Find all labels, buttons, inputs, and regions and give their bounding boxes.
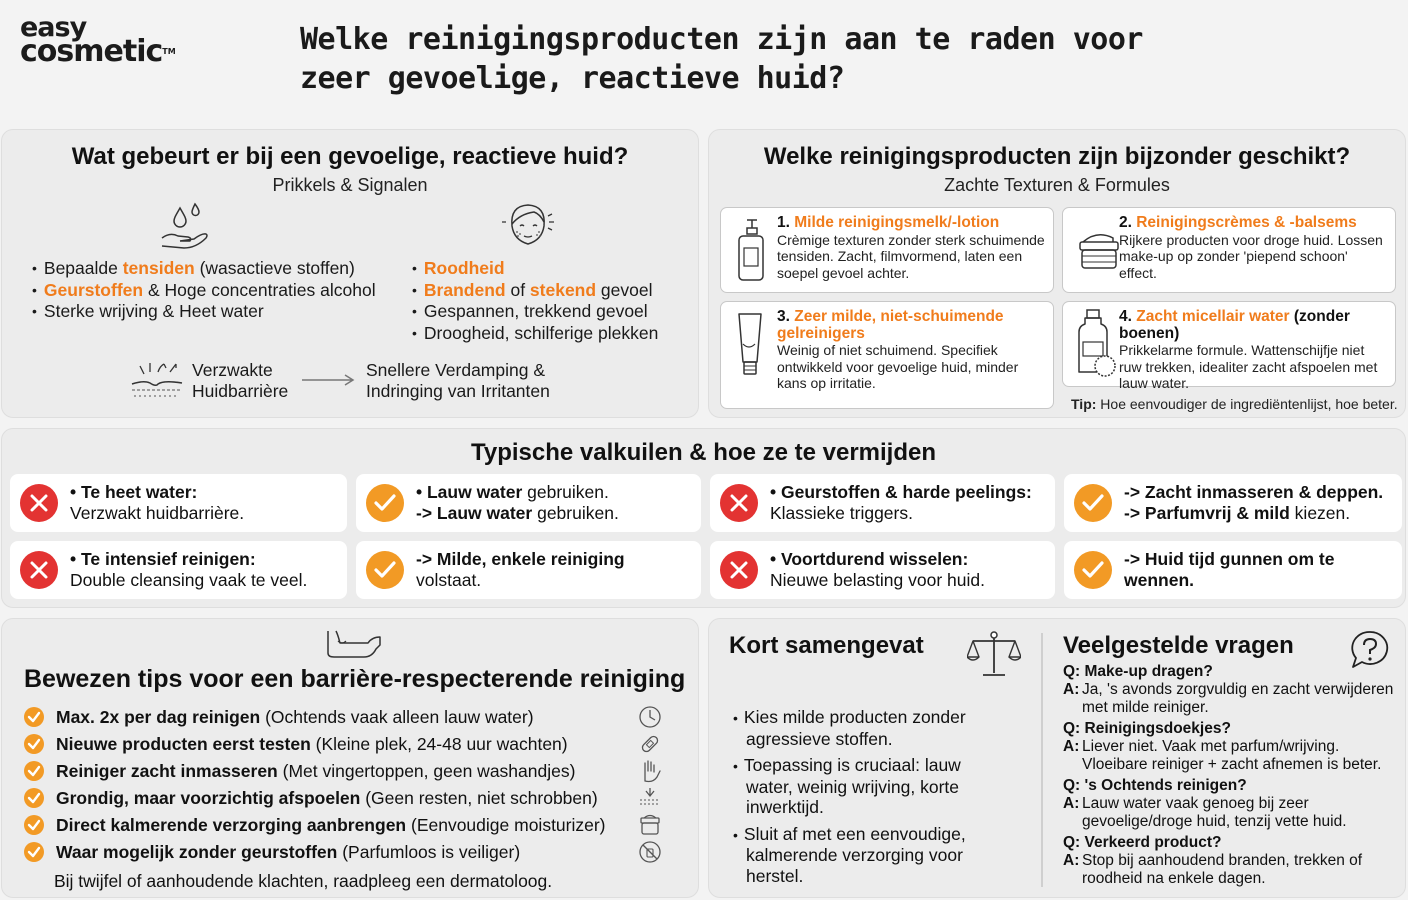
check-icon — [24, 707, 44, 727]
check-icon — [1074, 484, 1112, 522]
summary-title: Kort samengevat — [729, 632, 924, 659]
product-card — [720, 301, 1054, 409]
check-icon — [24, 842, 44, 862]
pitfall-card — [10, 541, 347, 599]
gel-tube-icon — [735, 312, 765, 378]
faq-answer: A: Stop bij aanhoudend branden, trekken of roodheid na enkele dagen. — [1063, 852, 1363, 887]
product-card-title: 2. Reinigingscrèmes & -balsems — [1119, 214, 1357, 231]
product-card-desc: Weinig of niet schuimend. Specifiek ontwikkeld voor gevoelige huid, minder kans op irritatie. — [777, 342, 1019, 391]
brand-logo — [20, 12, 200, 70]
pitfall-card — [1064, 474, 1402, 532]
check-icon — [366, 484, 404, 522]
faq-question: Q: 's Ochtends reinigen? — [1063, 777, 1247, 794]
pitfall-card — [710, 474, 1055, 532]
no-fragrance-icon — [638, 840, 662, 869]
product-card — [1062, 207, 1396, 293]
page-title: Welke reinigingsproducten zijn aan te raden voor zeer gevoelige, reactieve huid? — [300, 22, 1143, 96]
summary-item: • Sluit af met een eenvoudige, kalmerende verzorging voor herstel. — [733, 824, 1003, 887]
product-card-desc: Prikkelarme formule. Wattenschijfje niet ruw trekken, idealiter zacht afspoelen met lauw water. — [1119, 342, 1378, 391]
summary-item: • Kies milde producten zonder agressieve stoffen. — [733, 707, 1003, 749]
check-icon — [366, 551, 404, 589]
cleanser-bottle-icon — [324, 627, 382, 659]
product-card-title: 3. Zeer milde, niet-schuimende gelreinigers — [777, 308, 1004, 342]
tips-title: Bewezen tips voor een barrière-respecterende reiniging — [24, 665, 686, 693]
balance-scale-icon — [967, 629, 1021, 681]
cream-jar-icon — [1077, 228, 1121, 272]
faq-answer: A: Liever niet. Vaak met parfum/wrijving. Vloeibare reiniger + zacht afnemen is beter. — [1063, 738, 1382, 773]
pitfall-text: -> Milde, enkele reiniging volstaat. — [416, 549, 625, 590]
product-tip: Tip: Hoe eenvoudiger de ingrediëntenlijst, hoe beter. — [1071, 396, 1398, 412]
faq-list — [1063, 663, 1399, 891]
pitfall-card — [10, 474, 347, 532]
product-card-title: 4. Zacht micellair water (zonder boenen) — [1119, 308, 1350, 342]
faq-title: Veelgestelde vragen — [1063, 632, 1294, 659]
pitfall-text: -> Huid tijd gunnen om te wennen. — [1124, 549, 1335, 590]
hand-icon — [638, 759, 662, 788]
cross-icon — [20, 484, 58, 522]
what-happens-title: Wat gebeurt er bij een gevoelige, reactieve huid? — [71, 143, 629, 170]
logo-trademark: TM — [162, 47, 176, 56]
what-happens-subtitle: Prikkels & Signalen — [272, 175, 428, 195]
trigger-item: • Sterke wrijving & Heet water — [32, 301, 376, 323]
check-icon — [24, 761, 44, 781]
cross-icon — [20, 551, 58, 589]
result-label: Snellere Verdamping & Indringing van Irritanten — [366, 360, 550, 401]
product-card-desc: Crèmige texturen zonder sterk schuimende tensiden. Zacht, filmvormend, laten een soepel gevoel achter. — [777, 231, 1045, 281]
pitfalls-title: Typische valkuilen & hoe ze te vermijden — [470, 439, 937, 466]
check-icon — [24, 734, 44, 754]
pitfall-text: • Te intensief reinigen: Double cleansing vaak te veel. — [70, 549, 308, 590]
water-hand-icon — [158, 202, 212, 252]
pump-bottle-icon — [735, 218, 765, 282]
arrow-right-icon — [300, 373, 356, 387]
cross-icon — [720, 551, 758, 589]
check-icon — [1074, 551, 1112, 589]
pitfall-text: -> Zacht inmasseren & deppen. -> Parfumvrij & mild kiezen. — [1124, 482, 1384, 523]
pitfall-text: • Lauw water gebruiken. -> Lauw water gebruiken. — [416, 482, 619, 523]
trigger-list — [32, 258, 376, 323]
pitfall-card — [1064, 541, 1402, 599]
moisturizer-jar-icon — [638, 813, 662, 842]
summary-faq-panel — [708, 618, 1406, 898]
faq-question: Q: Reinigingsdoekjes? — [1063, 720, 1231, 737]
signal-item: • Droogheid, schilferige plekken — [412, 323, 658, 345]
trigger-item: • Geurstoffen & Hoge concentraties alcohol — [32, 280, 376, 302]
pitfalls-panel — [1, 428, 1406, 608]
faq-question: Q: Verkeerd product? — [1063, 834, 1222, 851]
signal-item: • Brandend of stekend gevoel — [412, 280, 658, 302]
faq-answer: A: Ja, 's avonds zorgvuldig en zacht verwijderen met milde reiniger. — [1063, 681, 1394, 716]
product-card-desc: Rijkere producten voor droge huid. Lossen make-up op zonder 'piepend schoon' effect. — [1119, 231, 1383, 281]
trigger-item: • Bepaalde tensiden (wasactieve stoffen) — [32, 258, 376, 280]
barrier-label: Verzwakte Huidbarrière — [192, 360, 289, 401]
tips-panel: Bewezen tips voor een barrière-respecterende reiniging Max. 2x per dag reinigen (Ochtends vaak alleen lauw water) Nieuwe producten eerst testen (Kleine plek, 24-48 uur wachten) Reiniger zacht inmasseren (Met vingertoppen, geen washandjes) Grondig, maar voorzichtig afspoelen (Geen resten, niet schrobben) Direct kalmerende verzorging aanbrengen (Eenvoudige moisturizer) Waar mogelijk zonder geurstoffen (Parfumloos is veiliger) Bij twijfel of aanhoudende klachten, raadpleeg een dermatoloog. — [1, 618, 699, 898]
summary-list — [733, 707, 1003, 892]
product-card — [1062, 301, 1396, 391]
pitfall-text: • Geurstoffen & harde peelings: Klassieke triggers. — [770, 482, 1032, 523]
divider — [1041, 633, 1043, 887]
check-icon — [24, 815, 44, 835]
signal-item: • Roodheid — [412, 258, 658, 280]
pitfall-card — [710, 541, 1055, 599]
cross-icon — [720, 484, 758, 522]
products-panel — [708, 129, 1406, 418]
rinse-icon — [638, 786, 662, 815]
pitfall-text: • Voortdurend wisselen: Nieuwe belasting voor huid. — [770, 549, 985, 590]
logo-line1: easy — [20, 12, 87, 43]
what-happens-panel — [1, 129, 699, 418]
products-subtitle: Zachte Texturen & Formules — [944, 175, 1170, 195]
tips-footer: Bij twijfel of aanhoudende klachten, raadpleeg een dermatoloog. — [54, 871, 553, 891]
logo-line2: cosmetic™ — [20, 34, 176, 69]
product-card — [720, 207, 1054, 293]
faq-question: Q: Make-up dragen? — [1063, 663, 1213, 680]
pitfall-card — [356, 474, 701, 532]
pitfall-card — [356, 541, 701, 599]
skin-barrier-icon — [130, 360, 184, 404]
clock-icon — [638, 705, 662, 734]
micellar-bottle-icon — [1077, 308, 1117, 380]
bandage-icon — [638, 732, 662, 761]
faq-answer: A: Lauw water vaak genoeg bij zeer gevoelige/droge huid, tenzij vette huid. — [1063, 795, 1347, 830]
signal-item: • Gespannen, trekkend gevoel — [412, 301, 658, 323]
signal-list — [412, 258, 658, 344]
summary-item: • Toepassing is cruciaal: lauw water, weinig wrijving, korte inwerktijd. — [733, 755, 1003, 818]
check-icon — [24, 788, 44, 808]
products-title: Welke reinigingsproducten zijn bijzonder geschikt? — [763, 143, 1351, 170]
pitfall-text: • Te heet water: Verzwakt huidbarrière. — [70, 482, 245, 523]
product-card-title: 1. Milde reinigingsmelk/-lotion — [777, 214, 1000, 231]
face-irritation-icon — [500, 202, 556, 254]
